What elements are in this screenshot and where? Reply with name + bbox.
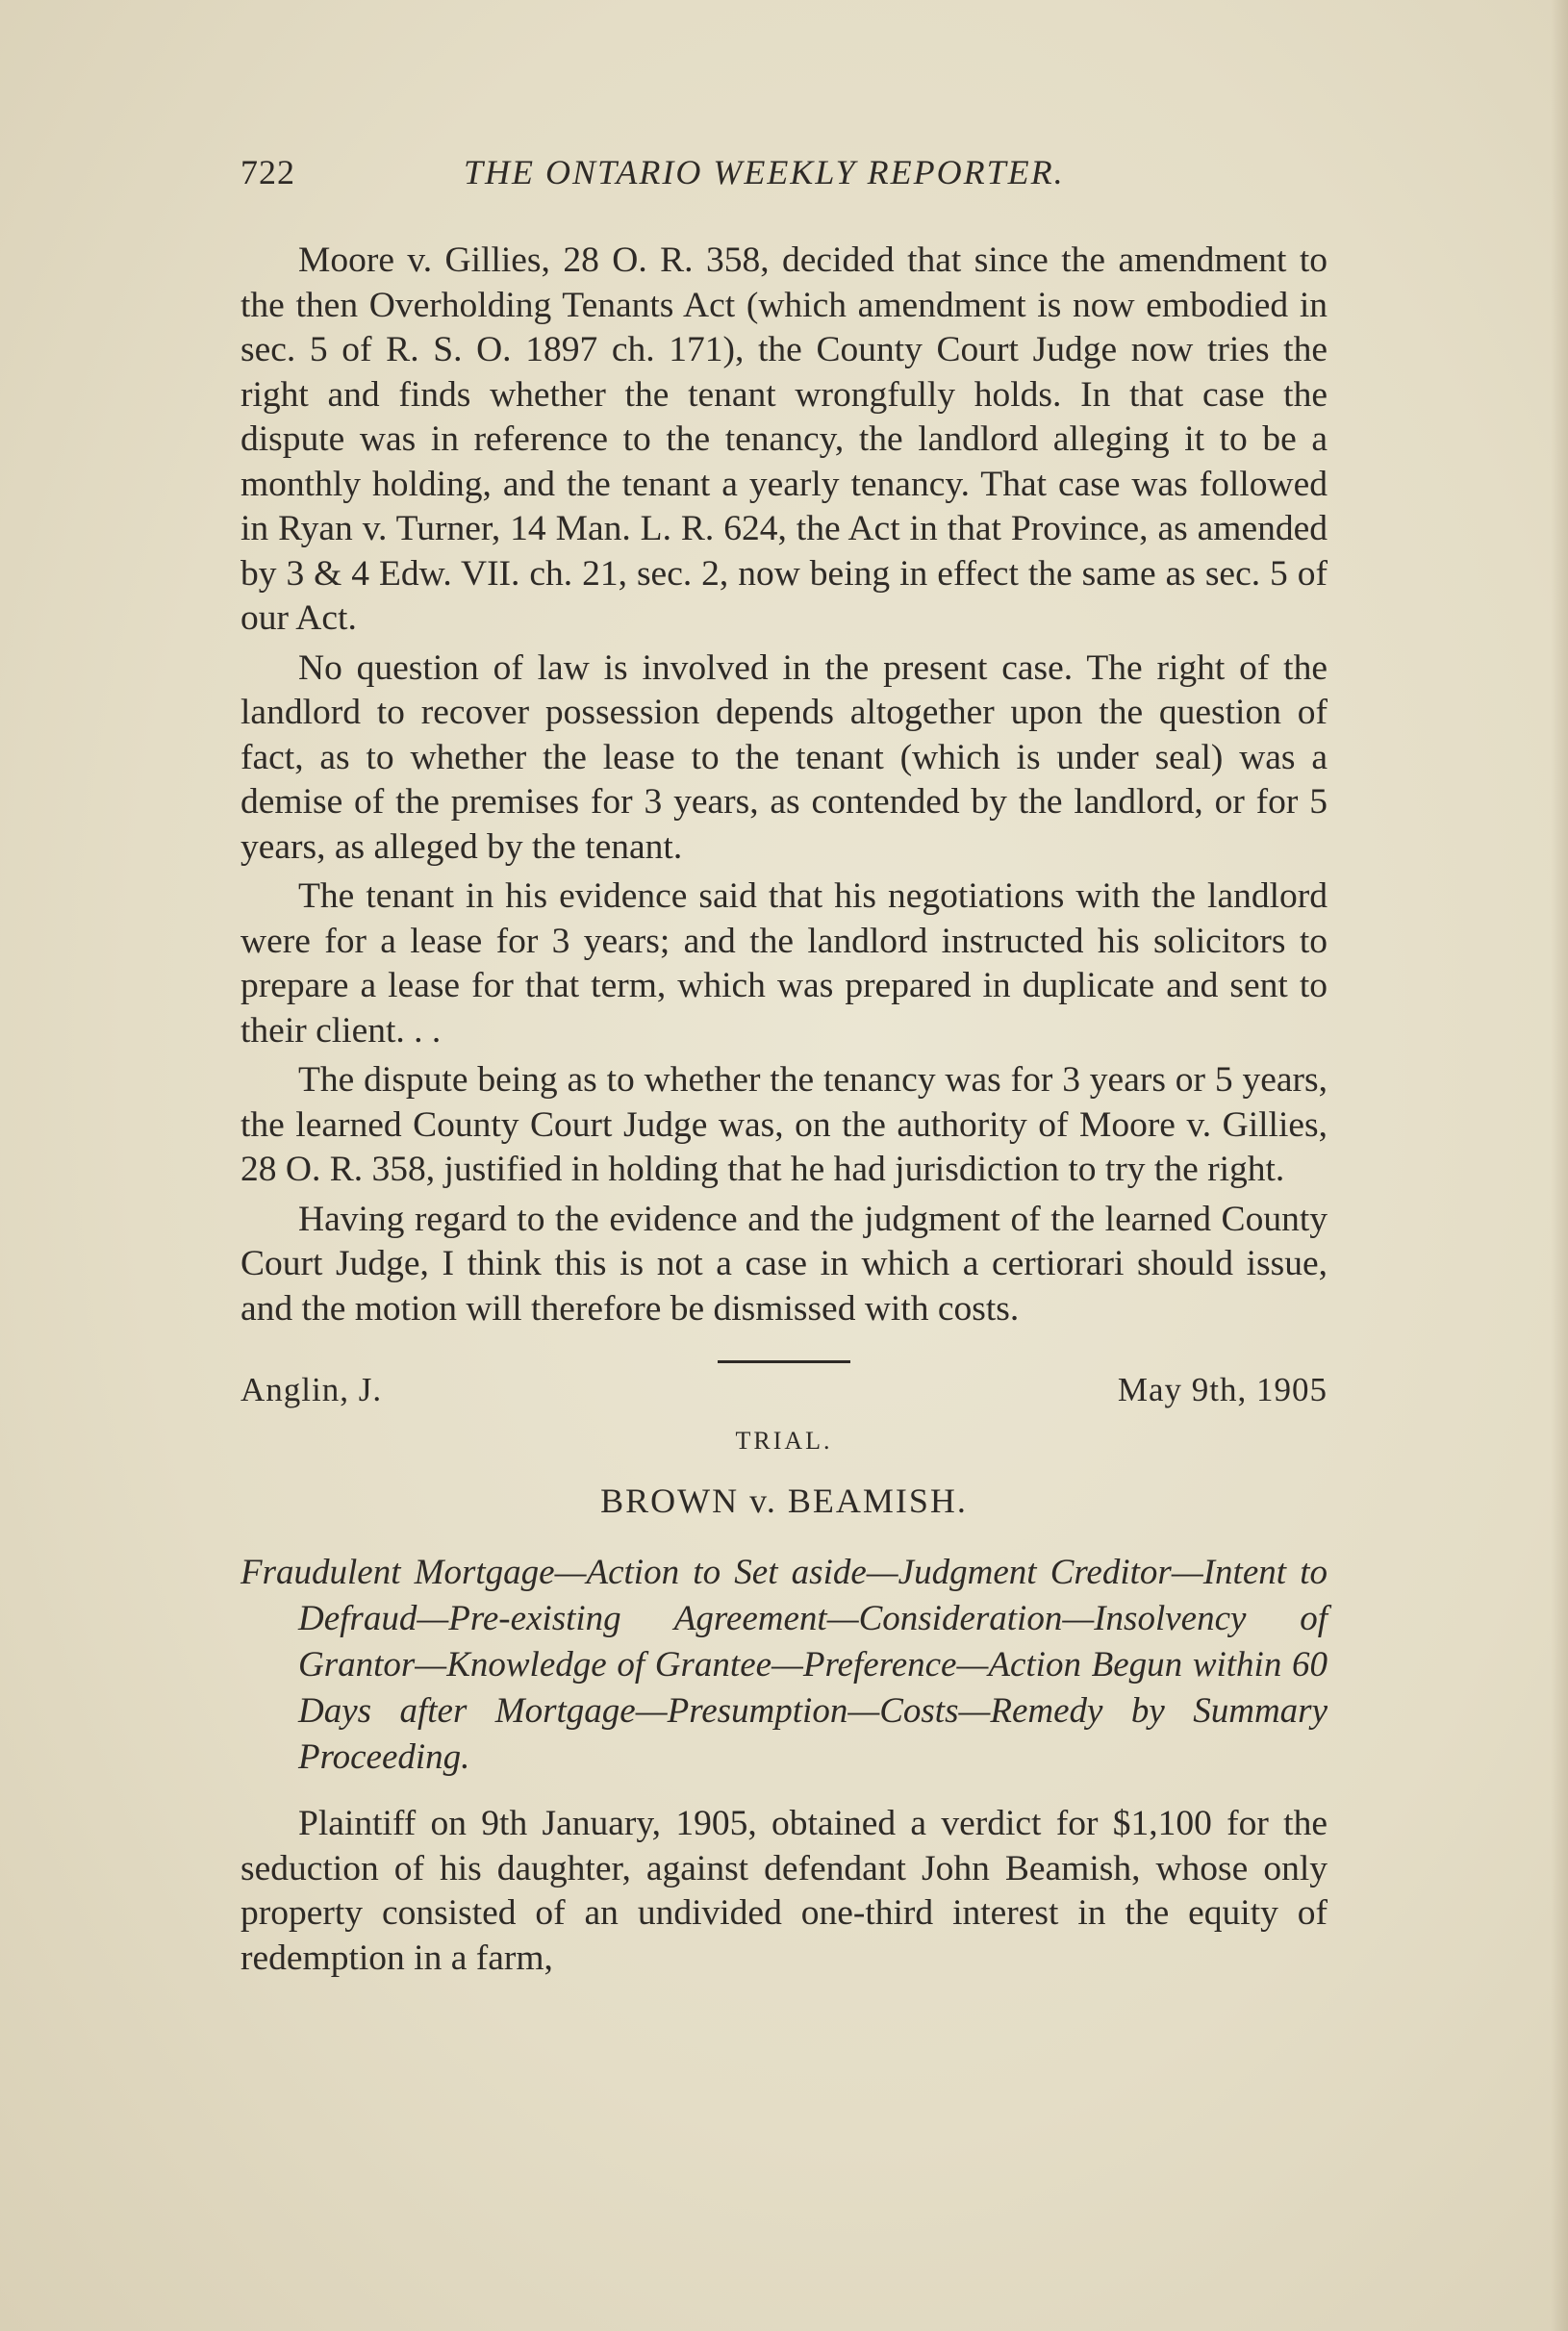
headnote: Fraudulent Mortgage—Action to Set aside—Judgment Creditor—Intent to Defraud—Pre-existing Agreement—Consideration—Insolvency of Grantor—Knowledge of Grantee—Preference—Action Begun within 60 Days after Mortgage—Presumption—Costs—Remedy by Summary Proceeding. [240, 1553, 1328, 1777]
paragraph-jurisdiction: The dispute being as to whether the tenancy was for 3 years or 5 years, the learned County Court Judge was, on the authority of Moore v. Gillies, 28 O. R. 358, justified in holding that he had jurisdiction to try the right. [240, 1060, 1328, 1189]
paragraph-disposition: Having regard to the evidence and the judgment of the learned County Court Judge, I think this is not a case in which a certiorari should issue, and the motion will therefore be dismissed with costs. [240, 1199, 1328, 1329]
trial-label: TRIAL. [735, 1427, 833, 1455]
judge-name: Anglin, J. [240, 1371, 383, 1408]
running-head [240, 152, 1328, 210]
page-number: 722 [240, 153, 295, 191]
page-edge-shadow [1551, 0, 1568, 2331]
paragraph-moore-v-gillies: Moore v. Gillies, 28 O. R. 358, decided that since the amendment to the then Overholding Tenants Act (which amendment is now embodied in sec. 5 of R. S. O. 1897 ch. 171), the County Court Judge now tries the right and finds whether the tenant wrongfully holds. In that case the dispute was in reference to the tenancy, the landlord alleging it to be a monthly holding, and the tenant a yearly tenancy. That case was followed in Ryan v. Turner, 14 Man. L. R. 624, the Act in that Province, as amended by 3 & 4 Edw. VII. ch. 21, sec. 2, now being in effect the same as sec. 5 of our Act. [240, 241, 1328, 638]
page-content [240, 152, 1328, 1986]
paragraph-question-of-fact: No question of law is involved in the present case. The right of the landlord to recover possession depends altogether upon the question of fact, as to whether the lease to the tenant (which is under seal) was a demise of the premises for 3 years, as contended by the landlord, or for 5 years, as alleged by the tenant. [240, 647, 1328, 867]
judgment-text [240, 239, 1328, 1331]
paragraph-plaintiff-verdict: Plaintiff on 9th January, 1905, obtained a verdict for $1,100 for the seduction of his daughter, against defendant John Beamish, whose only property consisted of an undivided one-third interest in the equity of redemption in a farm, [240, 1804, 1328, 1978]
paragraph-tenant-evidence: The tenant in his evidence said that his negotiations with the landlord were for a lease for 3 years; and the landlord instructed his solicitors to prepare a lease for that term, which was prepared in duplicate and sent to their client. . . [240, 876, 1328, 1051]
judgment-date: May 9th, 1905 [1117, 1371, 1328, 1408]
case-title: BROWN v. BEAMISH. [600, 1482, 968, 1520]
case-text [240, 1802, 1328, 1981]
journal-title: THE ONTARIO WEEKLY REPORTER. [464, 153, 1065, 191]
section-divider [718, 1360, 850, 1363]
case-byline [240, 1371, 1328, 1415]
